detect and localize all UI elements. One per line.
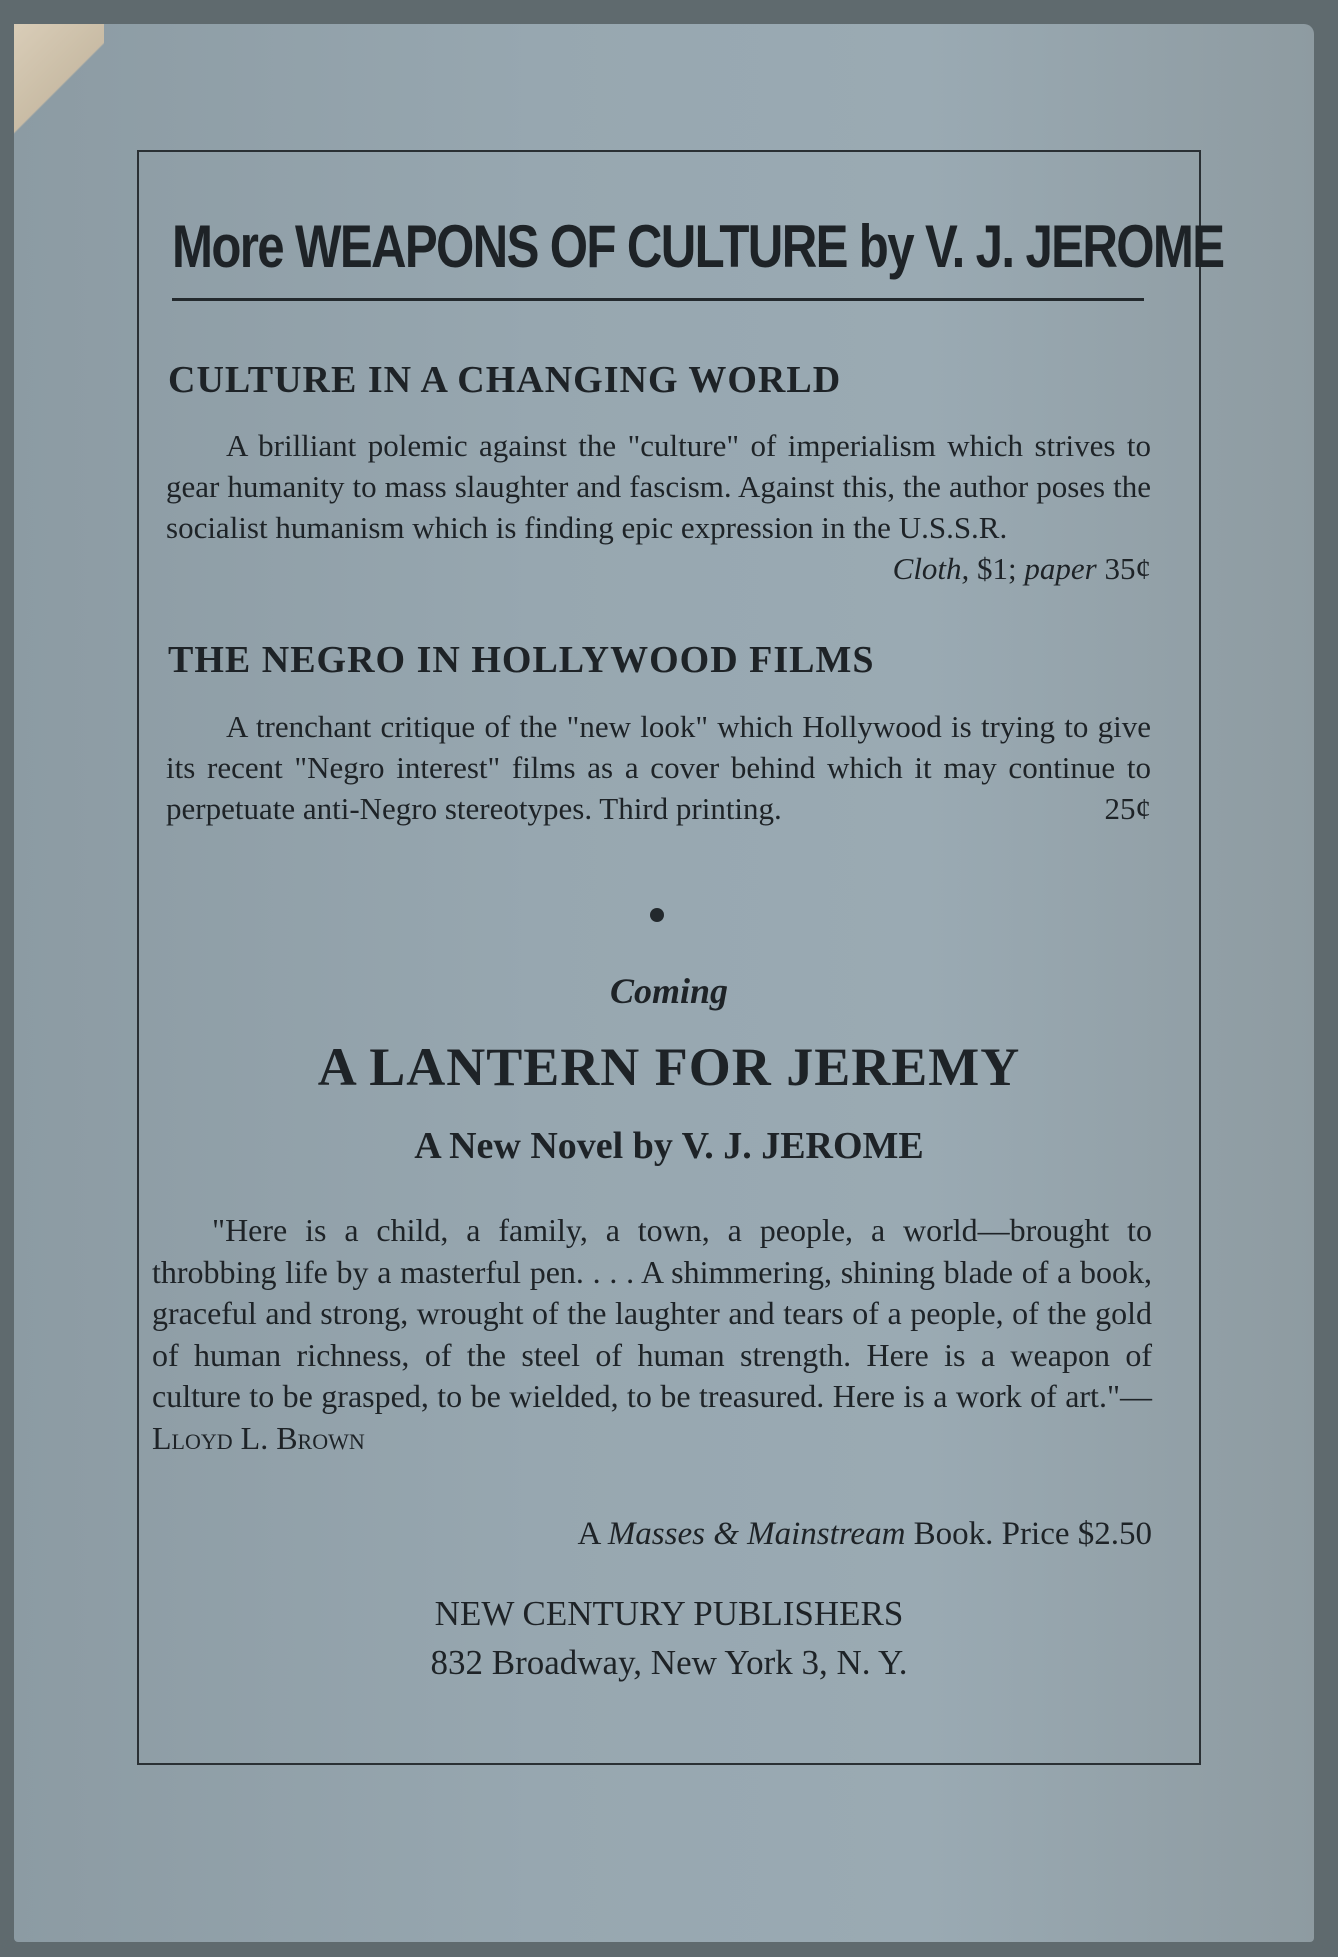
page-title: More WEAPONS OF CULTURE by V. J. JEROME <box>172 213 1224 280</box>
description-text: A trenchant critique of the "new look" which Hollywood is trying to give its recent "Negro interest" films as a cover behind which it may continue to perpetuate anti-Negro stereotypes. Third printing. <box>166 709 1151 826</box>
book-title: THE NEGRO IN HOLLYWOOD FILMS <box>168 639 875 681</box>
price: Book. Price $2.50 <box>913 1516 1152 1552</box>
quote-author: Lloyd L. Brown <box>152 1419 365 1456</box>
quote-text: "Here is a child, a family, a town, a people, a world—brought to throbbing life by a masterful pen. . . . A shimmering, shining blade of a book, graceful and strong, wrought of the laughter and tears of a people, of the gold of human richness, of the steel of human strength. Here is a weapon of culture to be grasped, to be wielded, to be treasured. Here is a work of art."— <box>152 1212 1152 1414</box>
coming-title: A LANTERN FOR JEREMY <box>317 1037 1021 1097</box>
publisher-name: NEW CENTURY PUBLISHERS <box>434 1594 904 1633</box>
price-paper-label: paper <box>1024 551 1097 586</box>
price-paper: 35¢ <box>1104 551 1151 586</box>
price-cloth-label: Cloth, <box>892 551 970 586</box>
prefix: A <box>577 1516 600 1552</box>
book-description <box>166 425 1151 589</box>
price: 25¢ <box>1104 791 1151 826</box>
title-rule <box>172 298 1144 301</box>
publisher-address: 832 Broadway, New York 3, N. Y. <box>430 1643 908 1682</box>
imprint: Masses & Mainstream <box>607 1516 906 1552</box>
review-quote <box>152 1210 1152 1459</box>
coming-subtitle: A New Novel by V. J. JEROME <box>414 1125 924 1167</box>
book-description <box>166 706 1151 829</box>
price-line <box>152 1514 1152 1555</box>
bullet-divider <box>650 908 664 922</box>
coming-label: Coming <box>609 971 729 1011</box>
worn-corner <box>14 24 104 174</box>
book-title: CULTURE IN A CHANGING WORLD <box>168 359 842 401</box>
description-text: A brilliant polemic against the "culture" of imperialism which strives to gear humanity to mass slaughter and fascism. Against this, the author poses the socialist humanism which is finding epic expression in the U.S.S.R. <box>166 428 1151 545</box>
price-cloth: $1; <box>977 551 1017 586</box>
